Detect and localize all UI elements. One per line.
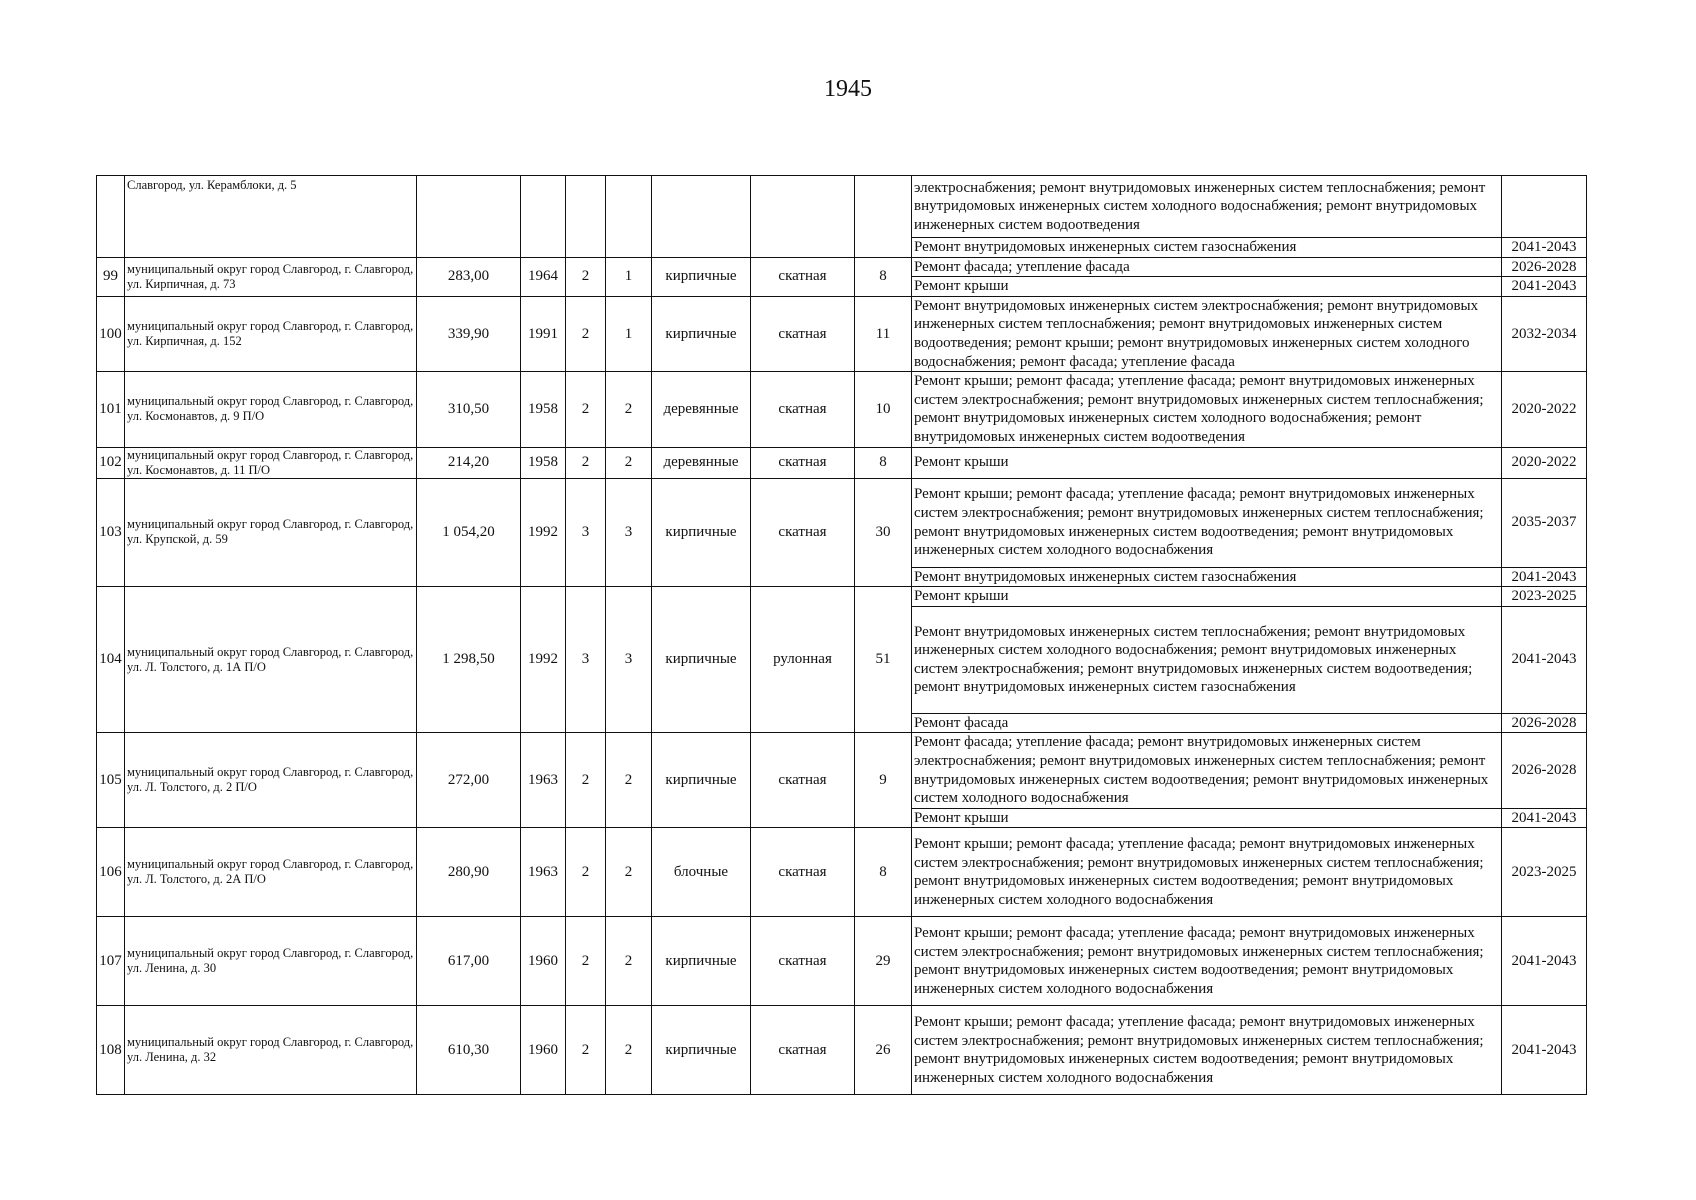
floors-cell: 2 [566,372,606,447]
work-description: Ремонт крыши; ремонт фасада; утепление фасада; ремонт внутридомовых инженерных систем электроснабжения; ремонт внутридомовых инженерных систем теплоснабжения; ремонт внутридомовых инженерных систем водоотведения; ремонт внутридомовых инженерных систем холодного водоснабжения [912,917,1502,1006]
work-period: 2026-2028 [1502,713,1587,733]
floors-cell: 2 [566,828,606,917]
address-cell: муниципальный округ город Славгород, г. Славгород, ул. Ленина, д. 32 [125,1006,417,1095]
work-description: Ремонт внутридомовых инженерных систем теплоснабжения; ремонт внутридомовых инженерных систем холодного водоснабжения; ремонт внутридомовых инженерных систем электроснабжения; ремонт внутридомовых инженерных систем водоотведения; ремонт внутридомовых инженерных систем газоснабжения [912,606,1502,713]
address-cell: муниципальный округ город Славгород, г. Славгород, ул. Кирпичная, д. 73 [125,257,417,296]
entrances-cell: 2 [606,1006,652,1095]
work-description: Ремонт внутридомовых инженерных систем газоснабжения [912,238,1502,258]
address-cell: муниципальный округ город Славгород, г. Славгород, ул. Л. Толстого, д. 2 П/О [125,733,417,828]
table-row [97,917,1587,1006]
roof-type-cell: скатная [751,1006,855,1095]
table-row [97,587,1587,607]
entrances-cell [606,176,652,258]
work-description: Ремонт внутридомовых инженерных систем электроснабжения; ремонт внутридомовых инженерных систем теплоснабжения; ремонт внутридомовых инженерных систем водоотведения; ремонт крыши; ремонт внутридомовых инженерных систем холодного водоснабжения; ремонт фасада; утепление фасада [912,296,1502,371]
entrances-cell: 2 [606,733,652,828]
work-period: 2023-2025 [1502,587,1587,607]
address-cell: муниципальный округ город Славгород, г. Славгород, ул. Л. Толстого, д. 1А П/О [125,587,417,733]
entrances-cell: 3 [606,587,652,733]
address-cell: муниципальный округ город Славгород, г. Славгород, ул. Космонавтов, д. 9 П/О [125,372,417,447]
entrances-cell: 1 [606,296,652,371]
floors-cell: 2 [566,733,606,828]
apartments-cell: 26 [855,1006,912,1095]
area-cell: 610,30 [417,1006,521,1095]
year-cell: 1964 [521,257,566,296]
wall-material-cell: блочные [652,828,751,917]
work-period: 2041-2043 [1502,1006,1587,1095]
row-number: 105 [97,733,125,828]
year-cell: 1992 [521,478,566,587]
work-description: Ремонт фасада; утепление фасада; ремонт внутридомовых инженерных систем электроснабжения; ремонт внутридомовых инженерных систем теплоснабжения; ремонт внутридомовых инженерных систем водоотведения; ремонт внутридомовых инженерных систем холодного водоснабжения [912,733,1502,808]
area-cell: 283,00 [417,257,521,296]
floors-cell: 3 [566,587,606,733]
year-cell [521,176,566,258]
area-cell: 1 298,50 [417,587,521,733]
row-number: 102 [97,447,125,478]
roof-type-cell: скатная [751,296,855,371]
work-description: Ремонт крыши; ремонт фасада; утепление фасада; ремонт внутридомовых инженерных систем электроснабжения; ремонт внутридомовых инженерных систем теплоснабжения; ремонт внутридомовых инженерных систем водоотведения; ремонт внутридомовых инженерных систем холодного водоснабжения [912,1006,1502,1095]
wall-material-cell: кирпичные [652,587,751,733]
work-description: Ремонт крыши [912,447,1502,478]
entrances-cell: 2 [606,372,652,447]
work-description: Ремонт крыши; ремонт фасада; утепление фасада; ремонт внутридомовых инженерных систем электроснабжения; ремонт внутридомовых инженерных систем теплоснабжения; ремонт внутридомовых инженерных систем водоотведения; ремонт внутридомовых инженерных систем холодного водоснабжения [912,828,1502,917]
year-cell: 1963 [521,733,566,828]
work-period [1502,176,1587,238]
apartments-cell: 11 [855,296,912,371]
roof-type-cell: скатная [751,257,855,296]
year-cell: 1960 [521,917,566,1006]
row-number: 104 [97,587,125,733]
work-period: 2041-2043 [1502,606,1587,713]
row-number: 107 [97,917,125,1006]
table-row [97,296,1587,371]
table-row [97,257,1587,277]
work-period: 2026-2028 [1502,733,1587,808]
table-row [97,447,1587,478]
wall-material-cell: кирпичные [652,917,751,1006]
wall-material-cell [652,176,751,258]
year-cell: 1963 [521,828,566,917]
area-cell: 617,00 [417,917,521,1006]
work-period: 2020-2022 [1502,372,1587,447]
address-cell: муниципальный округ город Славгород, г. Славгород, ул. Ленина, д. 30 [125,917,417,1006]
floors-cell: 3 [566,478,606,587]
work-period: 2032-2034 [1502,296,1587,371]
roof-type-cell: скатная [751,372,855,447]
wall-material-cell: кирпичные [652,296,751,371]
year-cell: 1958 [521,447,566,478]
table-row [97,733,1587,808]
apartments-cell: 9 [855,733,912,828]
entrances-cell: 3 [606,478,652,587]
roof-type-cell: скатная [751,828,855,917]
work-period: 2041-2043 [1502,808,1587,828]
floors-cell: 2 [566,917,606,1006]
address-cell: Славгород, ул. Керамблоки, д. 5 [125,176,417,258]
year-cell: 1958 [521,372,566,447]
work-description: Ремонт фасада; утепление фасада [912,257,1502,277]
area-cell [417,176,521,258]
area-cell: 272,00 [417,733,521,828]
work-description: электроснабжения; ремонт внутридомовых инженерных систем теплоснабжения; ремонт внутридомовых инженерных систем холодного водоснабжения; ремонт внутридомовых инженерных систем водоотведения [912,176,1502,238]
wall-material-cell: кирпичные [652,257,751,296]
floors-cell: 2 [566,447,606,478]
apartments-cell: 8 [855,447,912,478]
work-period: 2023-2025 [1502,828,1587,917]
year-cell: 1992 [521,587,566,733]
roof-type-cell [751,176,855,258]
work-description: Ремонт фасада [912,713,1502,733]
apartments-cell: 8 [855,257,912,296]
work-period: 2041-2043 [1502,277,1587,297]
page-number: 1945 [824,76,872,102]
wall-material-cell: деревянные [652,447,751,478]
row-number: 106 [97,828,125,917]
wall-material-cell: кирпичные [652,733,751,828]
apartments-cell: 30 [855,478,912,587]
wall-material-cell: кирпичные [652,478,751,587]
roof-type-cell: скатная [751,917,855,1006]
apartments-cell [855,176,912,258]
housing-repair-table [96,175,1587,1095]
row-number: 100 [97,296,125,371]
floors-cell: 2 [566,257,606,296]
address-cell: муниципальный округ город Славгород, г. Славгород, ул. Крупской, д. 59 [125,478,417,587]
work-description: Ремонт крыши [912,277,1502,297]
roof-type-cell: скатная [751,733,855,828]
row-number: 99 [97,257,125,296]
address-cell: муниципальный округ город Славгород, г. Славгород, ул. Л. Толстого, д. 2А П/О [125,828,417,917]
year-cell: 1960 [521,1006,566,1095]
table-body [97,176,1587,1095]
area-cell: 1 054,20 [417,478,521,587]
roof-type-cell: скатная [751,447,855,478]
area-cell: 280,90 [417,828,521,917]
work-description: Ремонт крыши [912,808,1502,828]
floors-cell: 2 [566,296,606,371]
row-number: 108 [97,1006,125,1095]
year-cell: 1991 [521,296,566,371]
area-cell: 310,50 [417,372,521,447]
entrances-cell: 2 [606,828,652,917]
wall-material-cell: кирпичные [652,1006,751,1095]
floors-cell [566,176,606,258]
work-period: 2041-2043 [1502,238,1587,258]
work-period: 2041-2043 [1502,567,1587,587]
row-number [97,176,125,258]
area-cell: 339,90 [417,296,521,371]
work-description: Ремонт крыши; ремонт фасада; утепление фасада; ремонт внутридомовых инженерных систем электроснабжения; ремонт внутридомовых инженерных систем теплоснабжения; ремонт внутридомовых инженерных систем холодного водоснабжения; ремонт внутридомовых инженерных систем водоотведения [912,372,1502,447]
table-row [97,478,1587,567]
row-number: 101 [97,372,125,447]
table-row [97,1006,1587,1095]
entrances-cell: 2 [606,447,652,478]
apartments-cell: 8 [855,828,912,917]
entrances-cell: 2 [606,917,652,1006]
wall-material-cell: деревянные [652,372,751,447]
apartments-cell: 51 [855,587,912,733]
area-cell: 214,20 [417,447,521,478]
table-row [97,372,1587,447]
roof-type-cell: скатная [751,478,855,587]
table-row [97,828,1587,917]
work-period: 2020-2022 [1502,447,1587,478]
apartments-cell: 29 [855,917,912,1006]
table-row [97,176,1587,238]
work-description: Ремонт крыши; ремонт фасада; утепление фасада; ремонт внутридомовых инженерных систем электроснабжения; ремонт внутридомовых инженерных систем теплоснабжения; ремонт внутридомовых инженерных систем водоотведения; ремонт внутридомовых инженерных систем холодного водоснабжения [912,478,1502,567]
work-period: 2026-2028 [1502,257,1587,277]
address-cell: муниципальный округ город Славгород, г. Славгород, ул. Кирпичная, д. 152 [125,296,417,371]
row-number: 103 [97,478,125,587]
roof-type-cell: рулонная [751,587,855,733]
work-period: 2035-2037 [1502,478,1587,567]
apartments-cell: 10 [855,372,912,447]
work-period: 2041-2043 [1502,917,1587,1006]
work-description: Ремонт внутридомовых инженерных систем газоснабжения [912,567,1502,587]
work-description: Ремонт крыши [912,587,1502,607]
entrances-cell: 1 [606,257,652,296]
floors-cell: 2 [566,1006,606,1095]
address-cell: муниципальный округ город Славгород, г. Славгород, ул. Космонавтов, д. 11 П/О [125,447,417,478]
